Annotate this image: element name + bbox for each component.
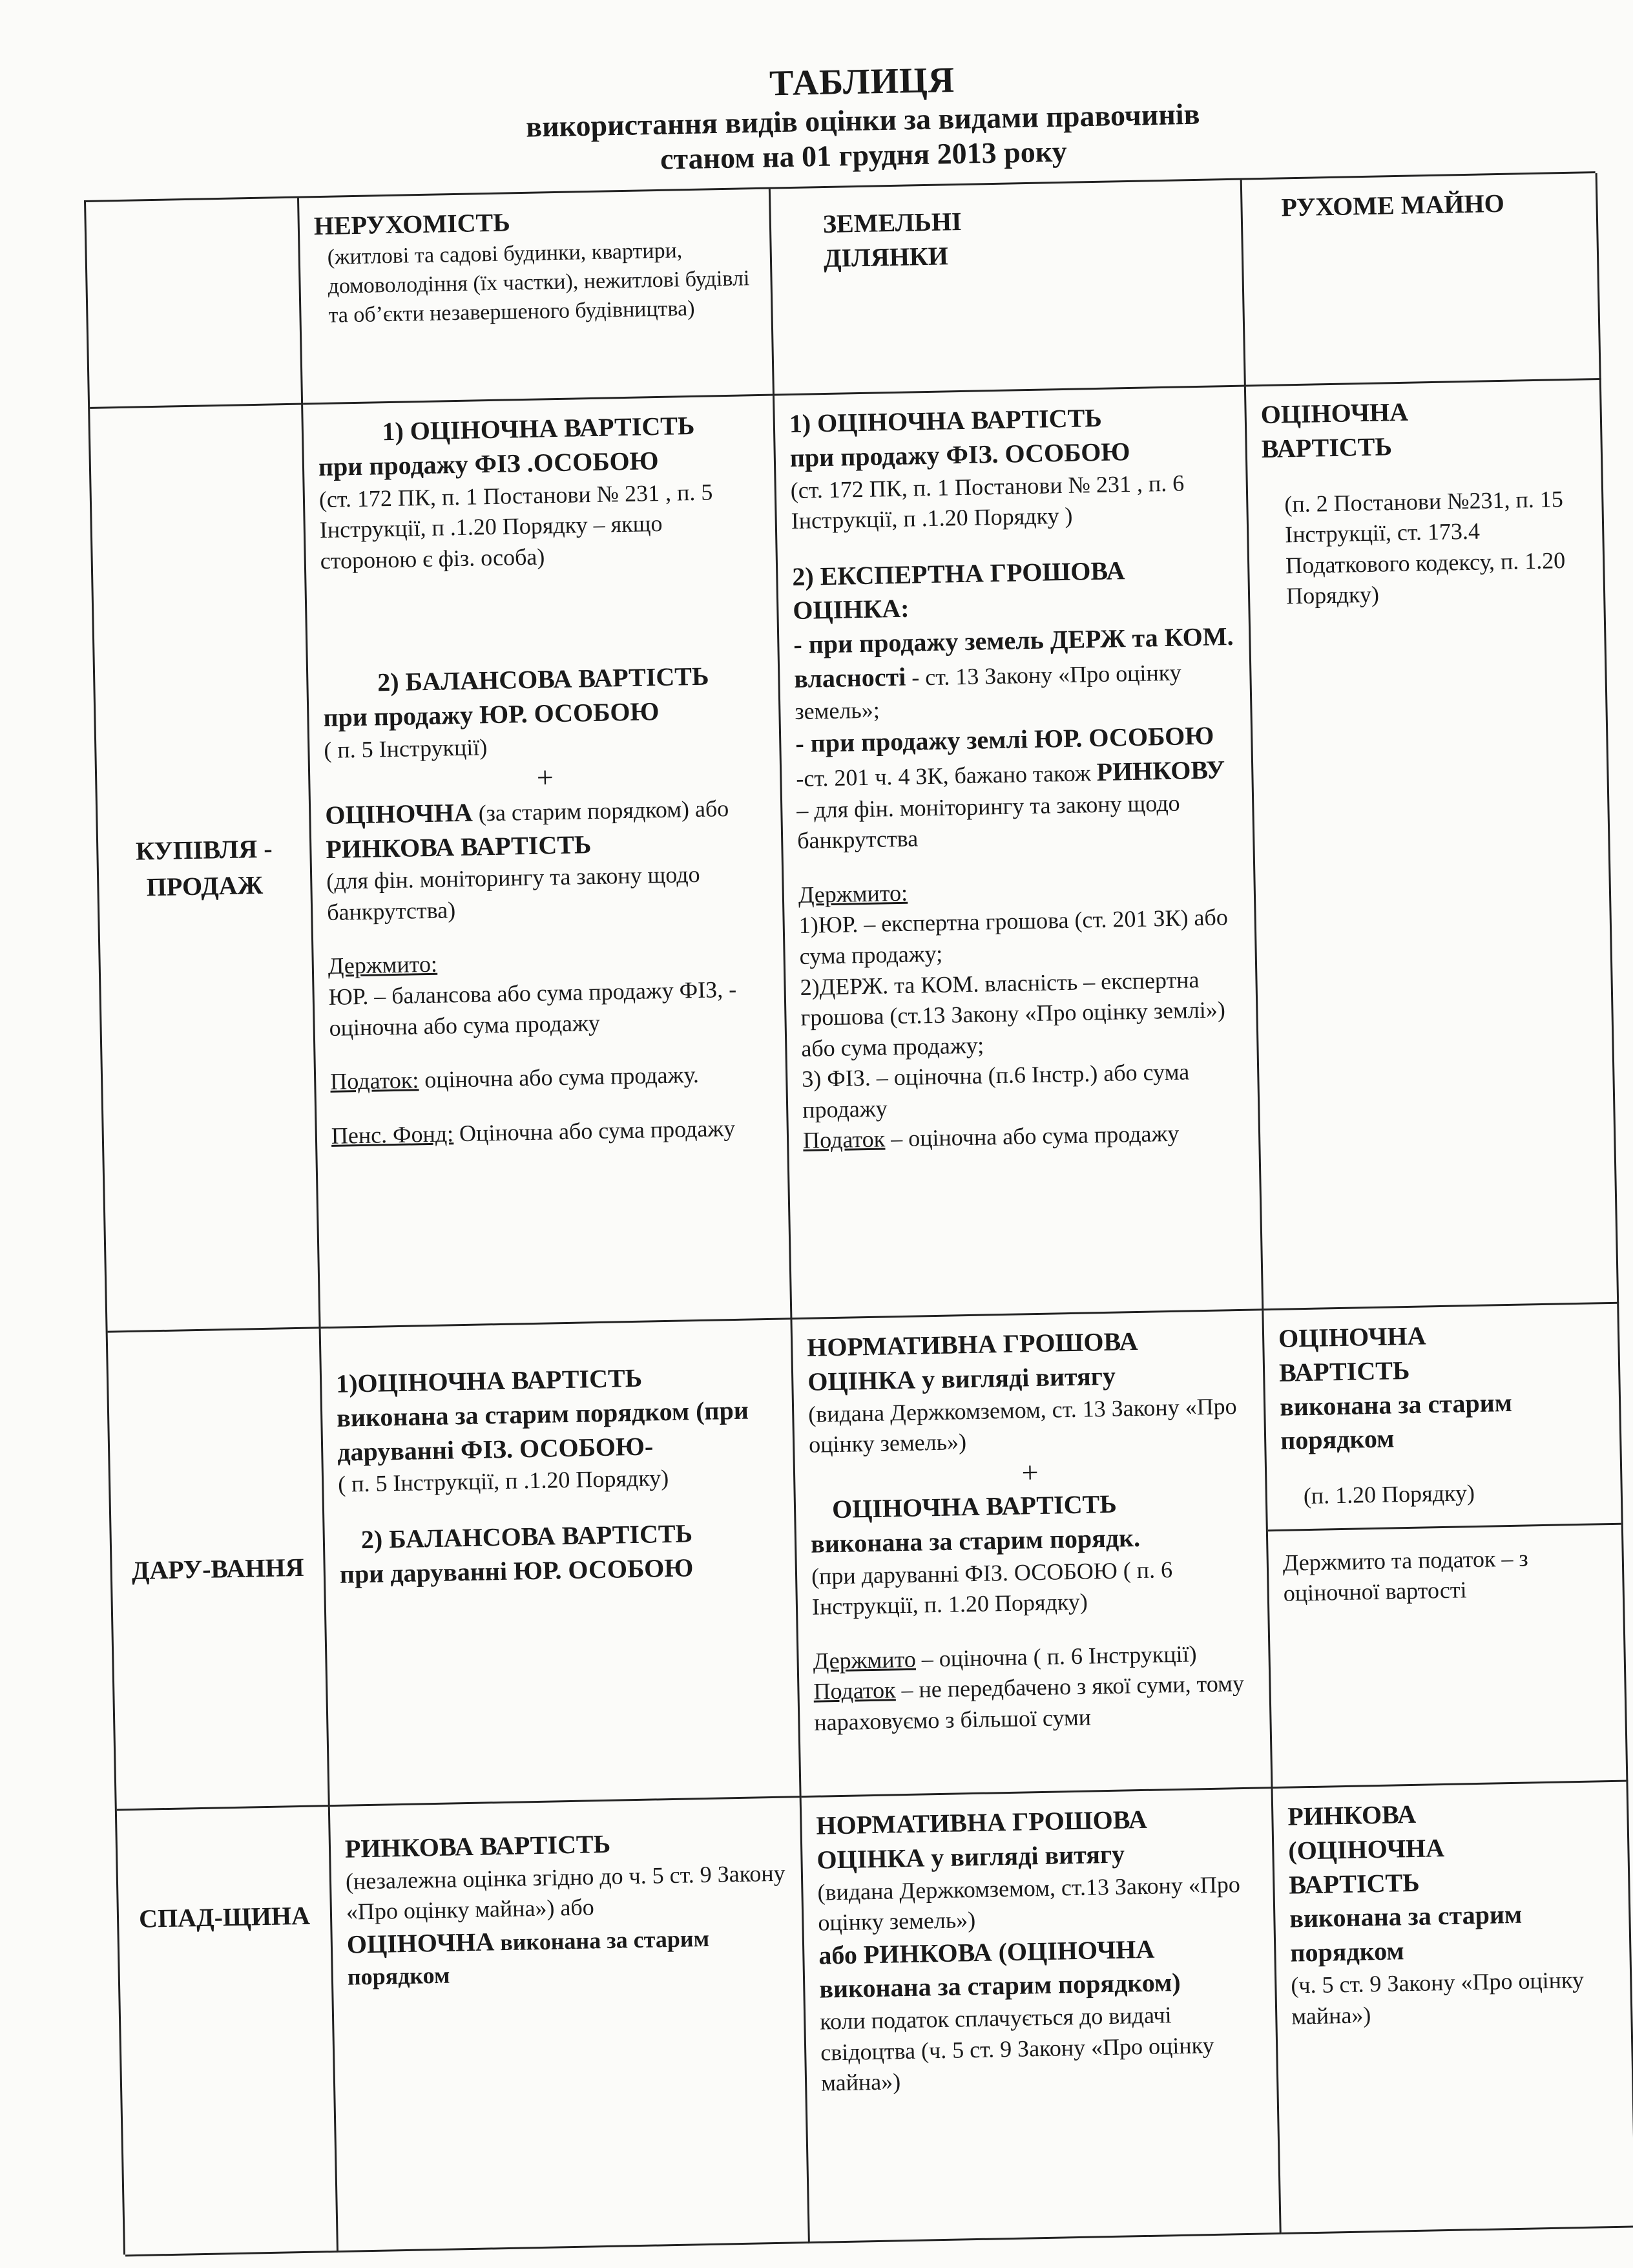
sale-re-p2-ref: ( п. 5 Інструкції) xyxy=(324,733,488,763)
gift-mov-sub: виконана за старим порядком xyxy=(1279,1387,1513,1456)
inherit-mov-sub: виконана за старим порядком xyxy=(1289,1900,1523,1968)
gift-land-p2-sub: виконана за старим порядк. xyxy=(810,1523,1141,1559)
sale-land-tax-label: Податок xyxy=(802,1126,886,1153)
gift-land-plus: + xyxy=(1021,1455,1039,1489)
corner-cell xyxy=(86,198,303,409)
sale-land-p1-title: 1) ОЦІНОЧНА ВАРТІСТЬ xyxy=(789,403,1103,439)
inherit-re-p1-bold2: виконана за старим порядком xyxy=(347,1925,710,1990)
row-label-inherit: СПАД-ЩИНА xyxy=(117,1807,338,2256)
gift-mov-note: Держмито та податок – з оціночної вартості xyxy=(1282,1545,1529,1606)
inherit-land-p1 xyxy=(816,1801,1258,1878)
inherit-land-p1-title: НОРМАТИВНА ГРОШОВА ОЦІНКА xyxy=(816,1804,1148,1874)
valuation-table xyxy=(84,171,1633,2254)
gift-land-p1-title: НОРМАТИВНА ГРОШОВА ОЦІНКА xyxy=(806,1327,1138,1396)
sale-re-p3-bold2: РИНКОВА ВАРТІСТЬ xyxy=(325,829,592,864)
sale-re-p3 xyxy=(325,790,767,867)
sale-mov-title: ОЦІНОЧНА ВАРТІСТЬ xyxy=(1260,397,1409,463)
inherit-movable xyxy=(1273,1782,1633,2234)
gift-mov-divider xyxy=(1268,1522,1621,1531)
gift-re-p1-ref: ( п. 5 Інструкції, п .1.20 Порядку) xyxy=(337,1465,669,1498)
sale-re-p3-text: (за старим порядком) або xyxy=(472,795,729,826)
sale-land-p2-a xyxy=(793,620,1236,727)
gift-real-estate xyxy=(321,1319,802,1807)
header-land xyxy=(771,180,1246,396)
sale-re-p1-ref: (ст. 172 ПК, п. 1 Постанови № 231 , п. 5 Інструкції, п .1.20 Порядку – якщо стороною є фіз. особа) xyxy=(318,478,713,574)
gift-re-p1-title: 1)ОЦІНОЧНА ВАРТІСТЬ xyxy=(335,1363,643,1398)
gift-land xyxy=(792,1310,1273,1798)
sale-land-p1-sub: при продажу ФІЗ. ОСОБОЮ xyxy=(789,436,1130,472)
title-line-1: використання видів оцінки за видами правочинів xyxy=(525,97,1200,143)
inherit-land-p1-sub: у вигляді витягу xyxy=(924,1839,1125,1873)
sale-re-p1-sub: при продажу ФІЗ .ОСОБОЮ xyxy=(318,445,660,481)
row-label-sale: КУПІВЛЯ - ПРОДАЖ xyxy=(90,405,320,1333)
inherit-re-p1-bold: ОЦІНОЧНА xyxy=(346,1927,495,1959)
sale-re-tax-text: оціночна або сума продажу. xyxy=(418,1061,700,1093)
gift-land-duty-label: Держмито xyxy=(813,1646,917,1674)
sale-re-p3-ref: (для фін. моніторингу та закону щодо банкрутства) xyxy=(326,861,700,925)
sale-mov-ref: (п. 2 Постанови №231, п. 15 Інструкції, ст. 173.4 Податкового кодексу, п. 1.20 Порядку) xyxy=(1284,485,1566,609)
gift-re-p2-title: 2) БАЛАНСОВА ВАРТІСТЬ xyxy=(360,1518,693,1555)
sale-land-duty-2: 2)ДЕРЖ. та КОМ. власність – експертна грошова (ст.13 Закону «Про оцінку землі») або сума продажу; xyxy=(800,966,1226,1062)
gift-re-p2-sub: при даруванні ЮР. ОСОБОЮ xyxy=(339,1552,694,1589)
inherit-re-p1-ref: (незалежна оцінка згідно до ч. 5 ст. 9 Закону «Про оцінку майна») або xyxy=(345,1860,785,1926)
sale-re-pension-text: Оціночна або сума продажу xyxy=(453,1115,736,1146)
sale-real-estate xyxy=(303,396,792,1329)
sale-land-p2-b-text2: – для фін. моніторингу та закону щодо банкрутства xyxy=(796,790,1180,854)
sale-land-p2-b-bold: - при продажу землі ЮР. ОСОБОЮ xyxy=(795,720,1214,759)
sale-re-duty-label: Держмито: xyxy=(328,951,438,980)
sale-land-duty-label: Держмито: xyxy=(798,879,908,908)
gift-land-p1 xyxy=(807,1323,1249,1400)
sale-land-p2-title: 2) ЕКСПЕРТНА ГРОШОВА ОЦІНКА: xyxy=(791,555,1125,625)
gift-mov-ref: (п. 1.20 Порядку) xyxy=(1303,1480,1475,1509)
header-real-estate-subtitle: (житлові та садові будинки, квартири, домоволодіння (їх частки), нежитлові будівлі та об’єкти незавершеного будівництва) xyxy=(327,238,750,328)
gift-mov-title: ОЦІНОЧНА ВАРТІСТЬ xyxy=(1278,1321,1426,1387)
header-movable xyxy=(1242,173,1601,386)
sale-land-p2-b-bold2: РИНКОВУ xyxy=(1096,755,1225,787)
title-main: ТАБЛИЦЯ xyxy=(769,59,955,104)
header-real-estate xyxy=(299,189,775,405)
title-line-2: станом на 01 грудня 2013 року xyxy=(660,134,1068,176)
sale-re-p2-sub: при продажу ЮР. ОСОБОЮ xyxy=(323,696,660,732)
gift-land-p1-ref: (видана Держкомземом, ст. 13 Закону «Про оцінку земель») xyxy=(807,1392,1237,1458)
sale-re-plus: + xyxy=(536,761,554,794)
inherit-land-p2-text: коли податок сплачується до видачі свідоцтва (ч. 5 ст. 9 Закону «Про оцінку майна») xyxy=(819,2002,1214,2096)
sale-re-p2-title: 2) БАЛАНСОВА ВАРТІСТЬ xyxy=(377,661,709,697)
inherit-land xyxy=(802,1789,1282,2243)
inherit-real-estate xyxy=(330,1798,810,2252)
sale-land xyxy=(775,387,1264,1320)
header-land-title: ЗЕМЕЛЬНІ ДІЛЯНКИ xyxy=(822,206,962,273)
gift-land-p2-ref: (при даруванні ФІЗ. ОСОБОЮ ( п. 6 Інструкції, п. 1.20 Порядку) xyxy=(811,1556,1173,1621)
sale-land-p1-ref: (ст. 172 ПК, п. 1 Постанови № 231 , п. 6 Інструкції, п .1.20 Порядку ) xyxy=(790,469,1185,534)
inherit-land-p2-bold: або РИНКОВА (ОЦІНОЧНА xyxy=(818,1934,1155,1970)
sale-re-pension-label: Пенс. Фонд: xyxy=(331,1120,454,1149)
row-label-gift: ДАРУ-ВАННЯ xyxy=(108,1328,330,1811)
gift-movable xyxy=(1264,1304,1628,1789)
sale-re-p3-bold: ОЦІНОЧНА xyxy=(324,797,473,830)
inherit-land-p1-ref: (видана Держкомземом, ст.13 Закону «Про оцінку земель») xyxy=(817,1871,1241,1936)
sale-land-p2-b-text: -ст. 201 ч. 4 ЗК, бажано також xyxy=(796,760,1097,792)
gift-land-duty-text: – оціночна ( п. 6 Інструкції) xyxy=(915,1641,1197,1672)
sale-re-tax-label: Податок: xyxy=(329,1067,419,1095)
sale-land-duty-3: 3) ФІЗ. – оціночна (п.6 Інстр.) або сума продажу xyxy=(801,1058,1190,1123)
document-title xyxy=(0,46,1633,190)
gift-land-p2-title: ОЦІНОЧНА ВАРТІСТЬ xyxy=(831,1489,1118,1524)
header-real-estate-title: НЕРУХОМІСТЬ xyxy=(313,207,511,241)
inherit-mov-title: РИНКОВА (ОЦІНОЧНА ВАРТІСТЬ xyxy=(1287,1799,1445,1900)
gift-land-tax-label: Податок xyxy=(813,1677,896,1705)
sale-land-p2-a-bold: - при продажу земель ДЕРЖ та КОМ. власності xyxy=(793,622,1234,694)
inherit-land-p2-sub: виконана за старим порядком) xyxy=(818,1968,1181,2004)
gift-land-p1-sub: у вигляді витягу xyxy=(915,1361,1116,1394)
sale-land-p2-b xyxy=(795,719,1239,857)
sale-land-duty-1: 1)ЮР. – експертна грошова (ст. 201 ЗК) або сума продажу; xyxy=(798,904,1229,969)
sale-movable xyxy=(1246,380,1619,1310)
gift-land-tax xyxy=(813,1668,1256,1738)
header-movable-title: РУХОМЕ МАЙНО xyxy=(1281,188,1505,222)
inherit-re-p1-bold-line xyxy=(346,1919,789,1992)
inherit-re-p1-title: РИНКОВА ВАРТІСТЬ xyxy=(344,1829,611,1864)
gift-re-p1-sub: виконана за старим порядком (при даруванні ФІЗ. ОСОБОЮ- xyxy=(336,1395,749,1467)
sale-re-p1-title: 1) ОЦІНОЧНА ВАРТІСТЬ xyxy=(382,410,695,446)
sale-land-p2-a-text: - ст. 13 Закону «Про оцінку земель»; xyxy=(795,659,1182,724)
inherit-mov-ref: (ч. 5 ст. 9 Закону «Про оцінку майна») xyxy=(1290,1966,1585,2030)
sale-land-tax-text: – оціночна або сума продажу xyxy=(884,1120,1180,1152)
sale-re-duty-text: ЮР. – балансова або сума продажу ФІЗ, - оціночна або сума продажу xyxy=(328,976,737,1041)
gift-land-tax-text: – не передбачено з якої суми, тому нараховуємо з більшої суми xyxy=(814,1670,1245,1736)
